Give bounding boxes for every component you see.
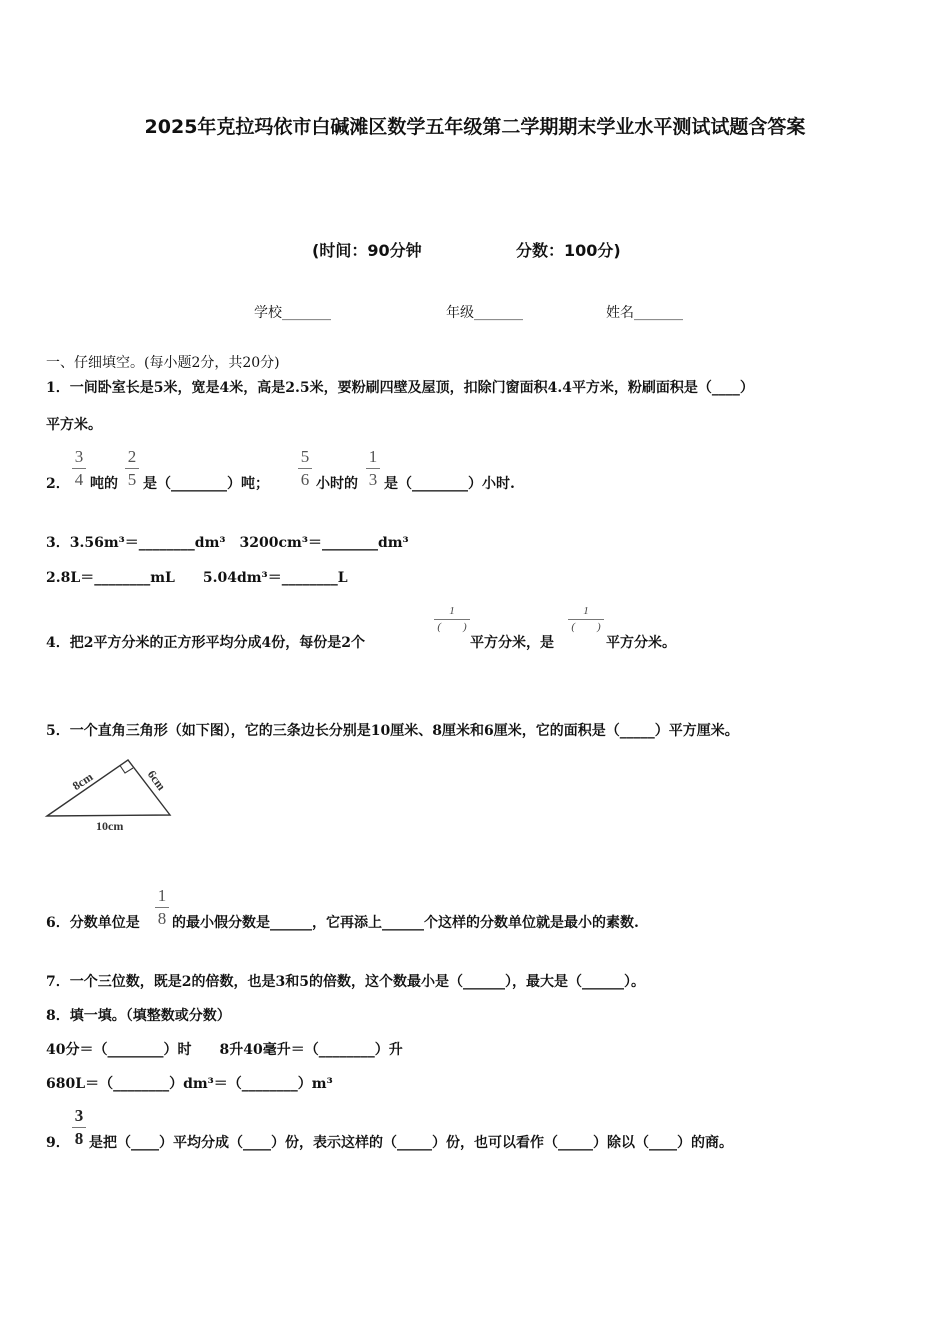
fraction-3-8: [72, 1107, 86, 1148]
hypotenuse-label: 10cm: [96, 819, 124, 833]
fraction-denominator: 8: [74, 1129, 84, 1148]
question-3-line2: 2.8L＝________mL 5.04dm³＝________L: [46, 570, 348, 586]
fraction-denominator: ( ): [571, 621, 601, 633]
fraction-denominator: ( ): [437, 621, 467, 633]
fraction-denominator: 4: [74, 470, 84, 489]
school-field: 学校_______: [254, 305, 331, 321]
question-8-line2: 680L＝（________）dm³＝（________）m³: [46, 1076, 333, 1092]
question-9-number: 9．: [46, 1135, 70, 1151]
fraction-numerator: 1: [157, 886, 167, 905]
right-angle-mark: [120, 766, 133, 774]
fraction-numerator: 1: [449, 605, 455, 617]
score-label: 分数：100分): [516, 241, 621, 260]
question-4-text-1: 4．把2平方分米的正方形平均分成4份，每份是2个: [46, 635, 365, 651]
question-1-line2: 平方米。: [46, 417, 102, 433]
left-side-label: 8cm: [69, 769, 96, 793]
time-label: (时间：90分钟: [312, 241, 422, 260]
question-2-text-2: 是（________）吨；: [143, 476, 269, 492]
question-3-line1: 3．3.56m³＝________dm³ 3200cm³＝________dm³: [46, 535, 409, 551]
fraction-blank-2: [568, 606, 604, 633]
triangle-outline: [47, 760, 170, 816]
fraction-1-8: [155, 887, 169, 928]
right-side-label: 6cm: [144, 767, 169, 794]
fraction-numerator: 2: [127, 447, 137, 466]
question-8-heading: 8．填一填。（填整数或分数）: [46, 1008, 231, 1024]
question-2-number: 2．: [46, 476, 70, 492]
fraction-denominator: 6: [300, 470, 310, 489]
section-heading: 一、仔细填空。(每小题2分，共20分): [46, 355, 280, 371]
question-1-line1: 1．一间卧室长是5米，宽是4米，高是2.5米，要粉刷四壁及屋顶，扣除门窗面积4.4平方米，粉刷面积是（____）: [46, 380, 754, 396]
fraction-2-5: [125, 448, 139, 489]
question-2-text-3: 小时的: [316, 476, 358, 492]
name-field: 姓名_______: [606, 305, 683, 321]
grade-field: 年级_______: [446, 305, 523, 321]
fraction-5-6: [298, 448, 312, 489]
fraction-blank-1: [434, 606, 470, 633]
fraction-3-4: [72, 448, 86, 489]
fraction-numerator: 1: [368, 447, 378, 466]
question-4-text-3: 平方分米。: [606, 635, 676, 651]
question-4-text-2: 平方分米，是: [470, 635, 554, 651]
fraction-numerator: 3: [74, 1106, 84, 1125]
fraction-1-3: [366, 448, 380, 489]
question-2-text-1: 吨的: [90, 476, 118, 492]
question-6-text-2: 的最小假分数是______，它再添上______个这样的分数单位就是最小的素数.: [172, 915, 639, 931]
fraction-numerator: 3: [74, 447, 84, 466]
fraction-numerator: 1: [583, 605, 589, 617]
question-2-text-4: 是（________）小时.: [384, 476, 515, 492]
right-triangle-figure: [44, 752, 176, 834]
question-9-text: 是把（____）平均分成（____）份，表示这样的（_____）份，也可以看作（_____）除以（____）的商。: [89, 1135, 733, 1151]
question-5-text: 5．一个直角三角形（如下图），它的三条边长分别是10厘米、8厘米和6厘米，它的面积是（_____）平方厘米。: [46, 723, 739, 739]
page-title: 2025年克拉玛依市白碱滩区数学五年级第二学期期末学业水平测试试题含答案: [144, 116, 806, 138]
question-7-text: 7．一个三位数，既是2的倍数，也是3和5的倍数，这个数最小是（______），最大是（______）。: [46, 974, 645, 990]
fraction-numerator: 5: [300, 447, 310, 466]
question-6-text-1: 6．分数单位是: [46, 915, 140, 931]
question-8-line1: 40分＝（________）时 8升40毫升＝（________）升: [46, 1042, 403, 1058]
fraction-denominator: 8: [157, 909, 167, 928]
fraction-denominator: 3: [368, 470, 378, 489]
fraction-denominator: 5: [127, 470, 137, 489]
